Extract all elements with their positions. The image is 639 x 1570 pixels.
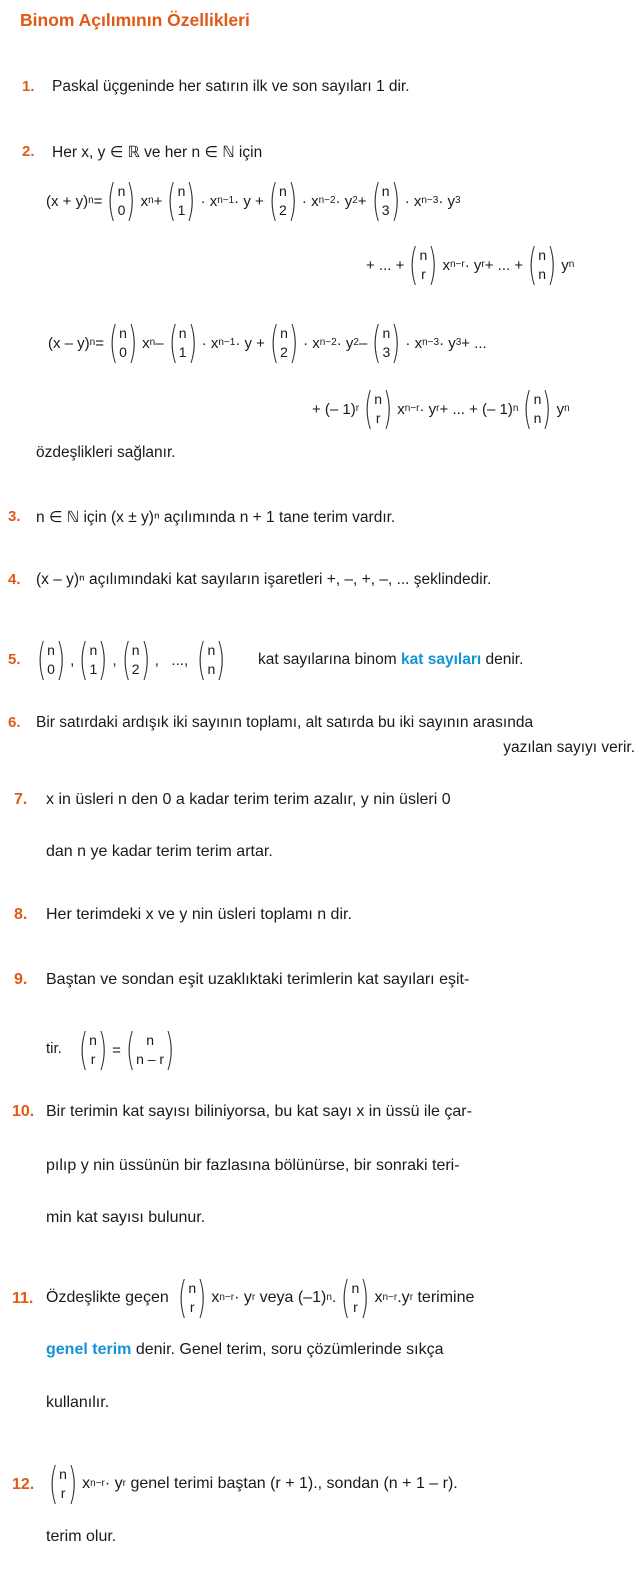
item-text: Baştan ve sondan eşit uzaklıktaki terimlerin kat sayıları eşit- <box>46 971 470 988</box>
item-number: 8. <box>14 906 28 923</box>
item-number: 7. <box>14 791 28 808</box>
item-text: min kat sayısı bulunur. <box>46 1209 206 1226</box>
general-term-line: Özdeşlikte geçen ( n r ) x n−r · y r veya (–1) n . ( n r ) x n−r .y r terimine <box>46 1272 475 1323</box>
item-number: 12. <box>12 1476 35 1493</box>
item-text: kullanılır. <box>46 1394 110 1411</box>
item-text: n ∈ ℕ için (x ± y)ⁿ açılımında n + 1 tane terim vardır. <box>36 509 396 526</box>
item-text: veya <box>259 1289 294 1306</box>
item-text: genel terimi baştan (r + 1)., sondan (n + 1 – r). <box>130 1475 458 1492</box>
item-number: 1. <box>22 78 35 95</box>
item-text: pılıp y nin üssünün bir fazlasına bölünürse, bir sonraki teri- <box>46 1157 460 1174</box>
item-text: Bir satırdaki ardışık iki sayının toplamı, alt satırda bu iki sayının arasında <box>36 714 534 731</box>
formula-plus-line2: + ... + ( n r ) x n−r · y r + ... + ( n n ) y n <box>366 239 575 290</box>
item-text: Paskal üçgeninde her satırın ilk ve son sayıları 1 dir. <box>52 78 410 95</box>
item-text: Her terimdeki x ve y nin üsleri toplamı n dir. <box>46 906 352 923</box>
item-text: x in üsleri n den 0 a kadar terim terim azalır, y nin üsleri 0 <box>46 791 451 808</box>
item-text: terimine <box>417 1289 475 1306</box>
symmetry-formula: ( n r ) = ( n n – r ) <box>78 1024 175 1075</box>
binom-coefficients: ( n 0 ) , ( n 1 ) , ( n 2 ) , ..., ( n n ) <box>36 634 226 685</box>
formula-minus-line1: (x – y) n = ( n 0 ) x n – ( n 1 ) · x n−1 · y + ( n 2 ) · x n−2 · y 2 – ( n 3 ) · x n−3 · y 3 + ... <box>48 317 487 368</box>
item-text: Her x, y ∈ ℝ ve her n ∈ ℕ için <box>52 144 263 161</box>
item-text: Özdeşlikte geçen <box>46 1289 169 1306</box>
general-term-position: ( n r ) x n−r · y r genel terimi baştan (r + 1)., sondan (n + 1 – r). <box>48 1458 458 1509</box>
item-number: 3. <box>8 508 21 525</box>
highlight-term: genel terim <box>46 1341 132 1358</box>
formula-minus-line2: + (– 1) r ( n r ) x n−r · y r + ... + (– 1) n ( n n ) y n <box>312 383 570 434</box>
item-text: tir. <box>46 1040 62 1057</box>
item-text: denir. Genel terim, soru çözümlerinde sıkça <box>135 1341 444 1358</box>
item-text: Bir terimin kat sayısı biliniyorsa, bu kat sayı x in üssü ile çar- <box>46 1103 472 1120</box>
item-text: (x – y)ⁿ açılımındaki kat sayıların işaretleri +, –, +, –, ... şeklindedir. <box>36 571 492 588</box>
item-number: 5. <box>8 651 21 668</box>
item-number: 11. <box>12 1290 34 1307</box>
item-number: 4. <box>8 571 21 588</box>
item-number: 10. <box>12 1103 35 1120</box>
item-text: kat sayılarına binom <box>258 651 397 668</box>
item-number: 6. <box>8 714 21 731</box>
item-text: terim olur. <box>46 1528 117 1545</box>
page-title: Binom Açılımının Özellikleri <box>20 10 250 30</box>
item-text: yazılan sayıyı verir. <box>503 739 635 756</box>
formula-plus-line1: (x + y) n = ( n 0 ) x n + ( n 1 ) · x n−1 · y + ( n 2 ) · x n−2 · y 2 + ( n 3 ) · x n−3 · y 3 <box>46 175 461 226</box>
item-footer: özdeşlikleri sağlanır. <box>36 444 176 461</box>
item-text: denir. <box>485 651 524 668</box>
highlight-term: kat sayıları <box>401 651 482 668</box>
item-text: dan n ye kadar terim terim artar. <box>46 843 273 860</box>
item-number: 2. <box>22 143 35 160</box>
item-number: 9. <box>14 971 28 988</box>
